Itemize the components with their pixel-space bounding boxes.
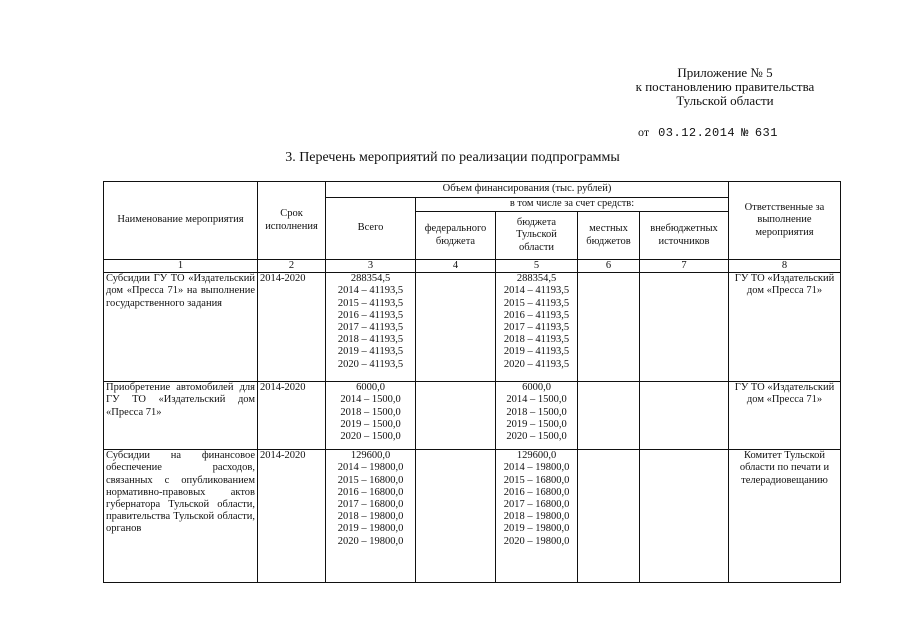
measure-federal [416, 382, 496, 450]
regional-value: 2016 – 41193,5 [503, 309, 570, 321]
measure-local [578, 450, 640, 583]
total-value: 2015 – 41193,5 [337, 297, 404, 309]
regional-value: 2016 – 16800,0 [503, 486, 570, 498]
column-number: 4 [416, 260, 496, 273]
total-value: 2020 – 41193,5 [337, 358, 404, 370]
measure-total [326, 382, 416, 450]
measure-term: 2014-2020 [258, 382, 326, 450]
table-row [104, 450, 841, 583]
total-value: 129600,0 [350, 450, 391, 462]
total-value: 2018 – 1500,0 [340, 406, 401, 418]
total-value: 2016 – 41193,5 [337, 309, 404, 321]
total-value: 2018 – 19800,0 [337, 511, 404, 523]
measure-term: 2014-2020 [258, 273, 326, 382]
header-including: в том числе за счет средств: [416, 198, 729, 212]
header-local: местных бюджетов [578, 212, 640, 260]
regional-value: 2020 – 19800,0 [503, 535, 570, 547]
appendix-region-line: Тульской области [676, 93, 774, 108]
column-number: 2 [258, 260, 326, 273]
order-date: 03.12.2014 [658, 126, 736, 140]
header-regional: бюджета Тульской области [496, 212, 578, 260]
regional-value: 2019 – 1500,0 [506, 418, 567, 430]
total-value: 2014 – 19800,0 [337, 462, 404, 474]
regional-value: 2018 – 1500,0 [506, 406, 567, 418]
measure-name: Субсидии на финансовое обеспечение расходов, связанных с опубликованием нормативно-правовых актов губернатора Тульской области, правительства Тульской области, органов [104, 450, 258, 583]
regional-value: 129600,0 [516, 450, 557, 462]
regional-value: 288354,5 [516, 273, 557, 285]
regional-value: 2019 – 19800,0 [503, 523, 570, 535]
total-value: 2019 – 19800,0 [337, 523, 404, 535]
measure-extra [640, 273, 729, 382]
column-number: 3 [326, 260, 416, 273]
regional-value: 2018 – 41193,5 [503, 334, 570, 346]
regional-value: 2014 – 1500,0 [506, 394, 567, 406]
regional-value: 2015 – 16800,0 [503, 474, 570, 486]
measure-regional [496, 273, 578, 382]
total-value: 2020 – 19800,0 [337, 535, 404, 547]
appendix-title: Приложение № 5 [677, 65, 773, 80]
regional-value: 2019 – 41193,5 [503, 346, 570, 358]
total-value: 2014 – 41193,5 [337, 285, 404, 297]
regional-value: 2020 – 41193,5 [503, 358, 570, 370]
column-number: 6 [578, 260, 640, 273]
total-value: 2014 – 1500,0 [340, 394, 401, 406]
total-value: 2017 – 41193,5 [337, 322, 404, 334]
order-prefix: от [638, 125, 650, 139]
regional-value: 2020 – 1500,0 [506, 431, 567, 443]
header-financing: Объем финансирования (тыс. рублей) [326, 182, 729, 198]
total-value: 2019 – 41193,5 [337, 346, 404, 358]
total-value: 288354,5 [350, 273, 391, 285]
total-value: 6000,0 [356, 382, 385, 394]
regional-value: 2015 – 41193,5 [503, 297, 570, 309]
column-number: 1 [104, 260, 258, 273]
measure-local [578, 382, 640, 450]
regional-value: 2017 – 41193,5 [503, 322, 570, 334]
measures-table [103, 181, 841, 583]
header-term: Срок исполнения [258, 182, 326, 260]
header-responsible: Ответственные за выполнение мероприятия [729, 182, 841, 260]
section-title: 3. Перечень мероприятий по реализации подпрограммы [285, 150, 620, 165]
total-value: 2020 – 1500,0 [340, 431, 401, 443]
measure-name: Приобретение автомобилей для ГУ ТО «Издательский дом «Пресса 71» [104, 382, 258, 450]
column-number-row [104, 260, 841, 273]
measure-federal [416, 450, 496, 583]
order-number: 631 [754, 126, 778, 140]
header-name: Наименование мероприятия [104, 182, 258, 260]
measure-responsible: ГУ ТО «Издательский дом «Пресса 71» [729, 382, 841, 450]
regional-value: 2017 – 16800,0 [503, 499, 570, 511]
measure-federal [416, 273, 496, 382]
measure-total [326, 450, 416, 583]
table-row [104, 382, 841, 450]
measure-responsible: Комитет Тульской области по печати и телерадиовещанию [729, 450, 841, 583]
order-reference [638, 125, 778, 140]
measure-responsible: ГУ ТО «Издательский дом «Пресса 71» [729, 273, 841, 382]
total-value: 2017 – 16800,0 [337, 499, 404, 511]
measure-total [326, 273, 416, 382]
column-number: 7 [640, 260, 729, 273]
measure-extra [640, 382, 729, 450]
measure-local [578, 273, 640, 382]
measure-term: 2014-2020 [258, 450, 326, 583]
measure-name: Субсидии ГУ ТО «Издательский дом «Пресса 71» на выполнение государственного задания [104, 273, 258, 382]
total-value: 2016 – 16800,0 [337, 486, 404, 498]
measure-extra [640, 450, 729, 583]
total-value: 2018 – 41193,5 [337, 334, 404, 346]
appendix-resolution-line: к постановлению правительства [635, 79, 815, 94]
regional-value: 2014 – 19800,0 [503, 462, 570, 474]
total-value: 2019 – 1500,0 [340, 418, 401, 430]
measure-regional [496, 382, 578, 450]
header-extra: внебюджетных источников [640, 212, 729, 260]
regional-value: 2018 – 19800,0 [503, 511, 570, 523]
header-total: Всего [326, 198, 416, 260]
measure-regional [496, 450, 578, 583]
order-number-sign: № [741, 126, 749, 140]
header-federal: федерального бюджета [416, 212, 496, 260]
column-number: 8 [729, 260, 841, 273]
column-number: 5 [496, 260, 578, 273]
appendix-header [605, 66, 845, 108]
header-row-1 [104, 182, 841, 198]
table-row [104, 273, 841, 382]
regional-value: 2014 – 41193,5 [503, 285, 570, 297]
regional-value: 6000,0 [522, 382, 551, 394]
total-value: 2015 – 16800,0 [337, 474, 404, 486]
